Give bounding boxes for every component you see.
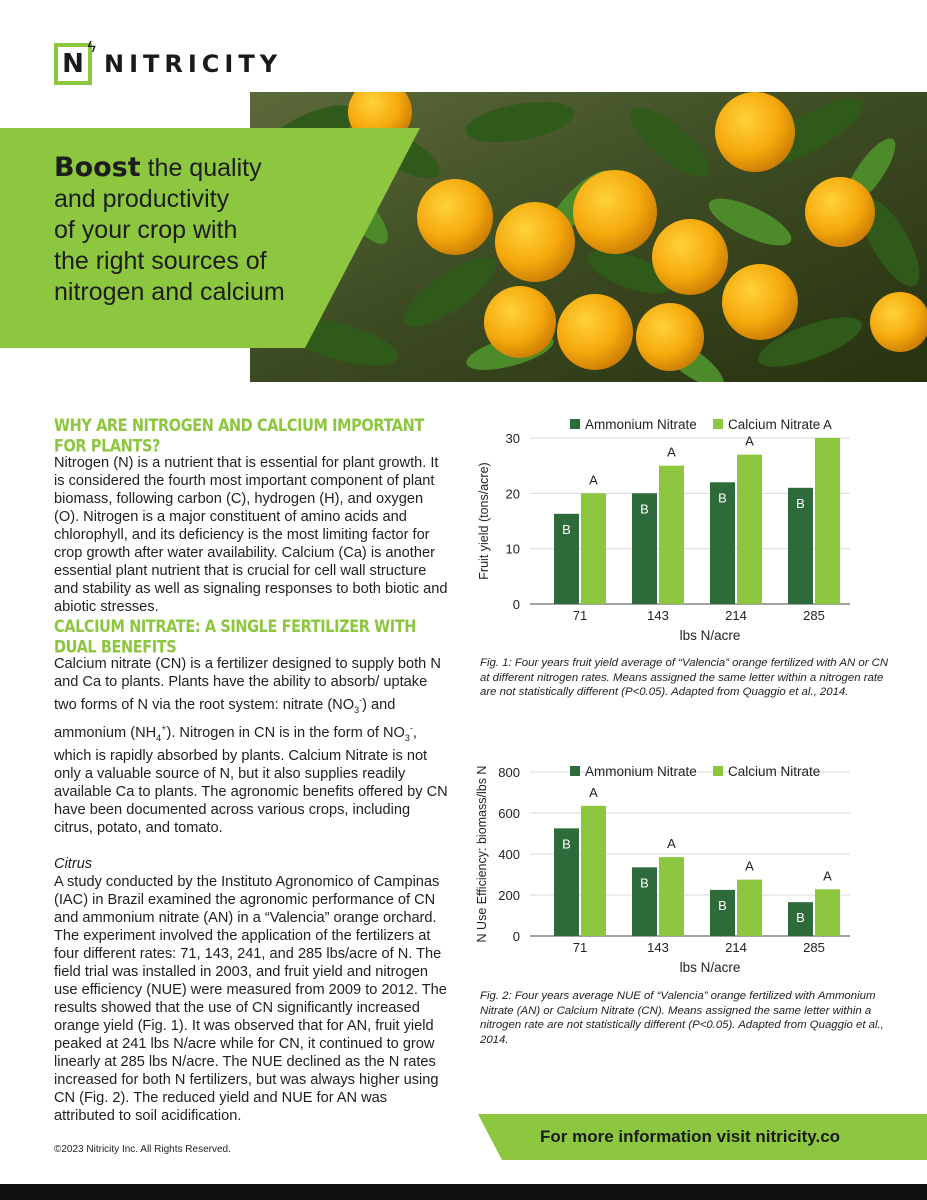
significance-letter: A	[823, 868, 832, 884]
hero-lead-word: Boost	[54, 152, 141, 183]
bottom-bar	[0, 1184, 927, 1200]
y-axis-title: Fruit yield (tons/acre)	[477, 462, 491, 580]
figure-2-caption: Fig. 2: Four years average NUE of “Valencia” orange fertilized with Ammonium Nitrate (AN) or Calcium Nitrate (CN). Means assigned the same letter within a nitrogen rate are not statistically different (P<0.05). Adapted from Quaggio et al., 2014.	[480, 990, 884, 1046]
section-nitrogen-calcium	[54, 416, 449, 616]
significance-letter: B	[562, 521, 571, 537]
citrus-subheading: Citrus	[54, 855, 93, 872]
y-axis-title: N Use Efficiency: biomass/lbs N	[475, 765, 489, 943]
significance-letter: B	[640, 501, 649, 517]
bar	[815, 438, 840, 604]
significance-letter: A	[589, 784, 598, 800]
x-tick-label: 285	[803, 608, 825, 623]
hero-line: and productivity	[54, 185, 230, 213]
bar	[581, 806, 606, 936]
brand-logo	[54, 39, 283, 85]
section-calcium-nitrate	[54, 617, 449, 1125]
significance-letter: B	[718, 897, 727, 913]
y-tick-label: 600	[498, 806, 520, 821]
y-tick-label: 400	[498, 847, 520, 862]
significance-letter: B	[796, 495, 805, 511]
bar	[815, 889, 840, 936]
website-link[interactable]: For more information visit nitricity.co	[540, 1127, 841, 1146]
x-tick-label: 214	[725, 608, 747, 623]
significance-letter: B	[562, 836, 571, 852]
significance-letter: B	[718, 490, 727, 506]
x-tick-label: 214	[725, 940, 747, 955]
section-body: Nitrogen (N) is a nutrient that is essential for plant growth. It is considered the fourth most important component of plant biomass, following carbon (C), hydrogen (H), and oxygen (O). Nitrogen is a major constituent of amino acids and chlorophyll, and its deficiency is the most limiting factor for crop growth after water availability. Calcium (Ca) is another essential plant nutrient that is crucial for cell wall structure and stability as well as signaling responses to both biotic and abiotic stresses.	[54, 455, 448, 615]
significance-letter: A	[745, 433, 754, 449]
legend-swatch	[570, 419, 580, 429]
bar	[737, 455, 762, 604]
hero-line: the right sources of	[54, 247, 267, 275]
lightning-icon: ϟ	[87, 39, 96, 56]
x-tick-label: 143	[647, 940, 669, 955]
hero-line: of your crop with	[54, 216, 238, 244]
bar	[710, 890, 735, 936]
legend-swatch	[570, 766, 580, 776]
legend-label: Ammonium Nitrate	[585, 417, 697, 432]
y-tick-label: 30	[505, 431, 520, 446]
bar	[659, 466, 684, 604]
x-tick-label: 143	[647, 608, 669, 623]
significance-letter: B	[640, 875, 649, 891]
logo-mark	[54, 39, 96, 85]
x-tick-label: 285	[803, 940, 825, 955]
y-tick-label: 200	[498, 888, 520, 903]
x-axis-title: lbs N/acre	[679, 628, 741, 643]
section-heading: WHY ARE NITROGEN AND CALCIUM IMPORTANT FOR PLANTS?	[54, 417, 424, 457]
legend-label: Ammonium Nitrate	[585, 764, 697, 779]
x-tick-label: 71	[572, 608, 588, 623]
significance-letter: A	[823, 417, 832, 432]
hero-headline	[54, 152, 354, 308]
y-tick-label: 10	[505, 541, 520, 557]
significance-letter: A	[589, 472, 598, 488]
legend-swatch	[713, 419, 723, 429]
section-body: Calcium nitrate (CN) is a fertilizer designed to supply both N and Ca to plants. Plants have the ability to absorb/ uptake two forms of N via the root system: nitrate $(NO_3^-)$ and ammonium $(NH_4^+)$. Nitrogen in CN is in the form of $NO_3^-$, which is rapidly absorbed by plants. Calcium Nitrate is not only a valuable source of N, but it also supplies readily available Ca to plants. The agronomic benefits offered by CN have been documented across various crops, including citrus, potato, and tomato.	[54, 656, 448, 836]
x-tick-label: 71	[572, 940, 588, 955]
x-axis-title: lbs N/acre	[679, 960, 741, 975]
significance-letter: B	[796, 910, 805, 926]
brand-name: NITRICITY	[104, 50, 283, 78]
y-tick-label: 0	[512, 597, 520, 612]
significance-letter: A	[745, 858, 754, 874]
significance-letter: A	[667, 836, 676, 852]
citrus-body: A study conducted by the Instituto Agronomico of Campinas (IAC) in Brazil examined the agronomic performance of CN and ammonium nitrate (AN) in a “Valencia” orange orchard. The experiment involved the application of the fertilizers at four different rates: 71, 143, 241, and 285 lbs/acre of N. The field trial was installed in 2003, and fruit yield and nitrogen use efficiency (NUE) were measured from 2009 to 2012. The results showed that the use of CN significantly increased orange yield (Fig. 1). It was observed that for AN, fruit yield peaked at 241 lbs N/acre while for CN, it continued to grow linearly at 285 lbs N/acre. The NUE declined as the N rates increased for both N fertilizers, but was always higher using CN (Fig. 2). The reduced yield and NUE for AN was attributed to soil acidification.	[54, 873, 447, 1124]
legend-label: Calcium Nitrate	[728, 764, 821, 779]
significance-letter: A	[667, 444, 676, 460]
hero-line: nitrogen and calcium	[54, 278, 285, 306]
figure-1-caption: Fig. 1: Four years fruit yield average of “Valencia” orange fertilized with AN or CN at different nitrogen rates. Means assigned the same letter within a nitrogen rate are not statistically different (P<0.05). Adapted from Quaggio et al., 2014.	[480, 657, 889, 698]
y-tick-label: 0	[512, 929, 520, 944]
logo-letter: N	[62, 49, 84, 79]
y-tick-label: 20	[505, 486, 520, 502]
hero-line: the quality	[147, 154, 262, 182]
bar	[581, 493, 606, 604]
nue-chart	[470, 755, 910, 980]
legend-swatch	[713, 766, 723, 776]
section-heading: CALCIUM NITRATE: A SINGLE FERTILIZER WITH DUAL BENEFITS	[54, 618, 416, 658]
y-tick-label: 800	[498, 765, 520, 780]
bar	[659, 857, 684, 936]
fruit-yield-chart	[470, 408, 910, 648]
bar	[737, 880, 762, 936]
copyright: ©2023 Nitricity Inc. All Rights Reserved.	[54, 1144, 231, 1155]
legend-label: Calcium Nitrate	[728, 417, 821, 432]
